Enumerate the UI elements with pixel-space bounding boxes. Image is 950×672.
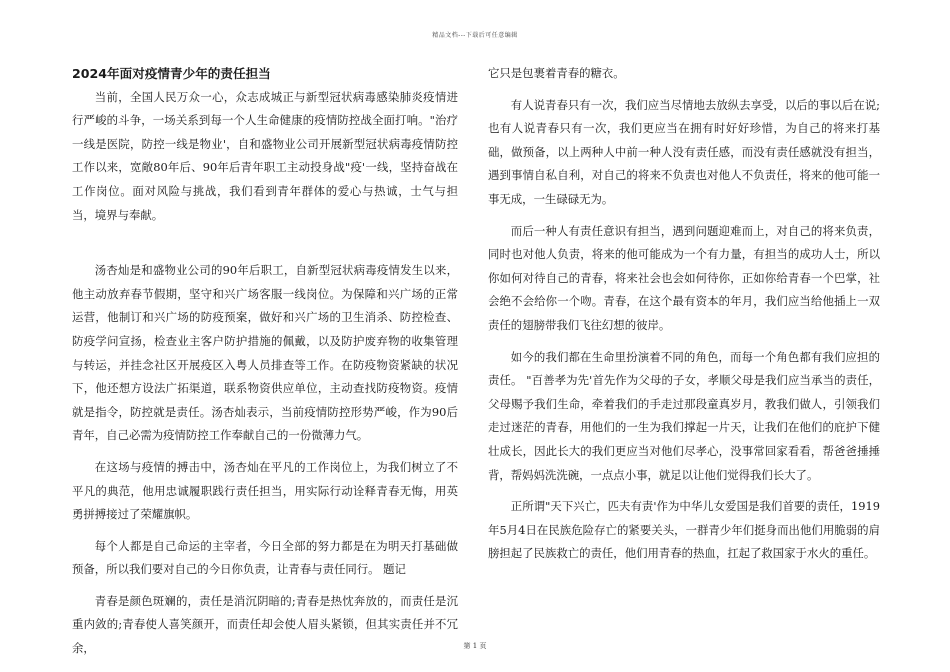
- document-title: 2024年面对疫情青少年的责任担当: [72, 66, 271, 81]
- paragraph: 汤杏灿是和盛物业公司的90年后职工，自新型冠状病毒疫情发生以来，他主动放弃春节假期，坚守和兴广场客服一线岗位。为保障和兴广场的正常运营，他制订和兴广场的防疫预案，做好和兴广场的卫生消杀、防控检查、防疫学问宣扬，检查业主客户防护措施的佩戴，以及防护废弃物的收集管理与转运，并挂念社区开展疫区入粤人员排查等工作。在防疫物资紧缺的状况下，他还想方设法广拓渠道，联系物资供应单位，主动查找防疫物资。疫情就是指令，防控就是责任。汤杏灿表示，当前疫情防控形势严峻，作为90后青年，自己必需为疫情防控工作奉献自己的一份微薄力气。: [72, 263, 458, 443]
- paragraph: 正所谓"天下兴亡，匹夫有责'作为中华儿女爱国是我们首要的责任，1919年5月4日在民族危险存亡的紧要关头，一群青少年们挺身而出他们用脆弱的肩膀担起了民族救亡的责任，他们用青春的热血，扛起了救国家于水火的重任。: [488, 499, 880, 561]
- paragraph-continuation: 它只是包裹着青春的糖衣。: [488, 66, 625, 80]
- right-column: [488, 62, 880, 574]
- paragraph: 有人说青春只有一次，我们应当尽情地去放纵去享受，以后的事以后在说;也有人说青春只有一次，我们更应当在拥有时好好珍惜，为自己的将来打基础，做预备，以上两种人中前一种人没有责任感，而没有责任感就没有担当，遇到事情自私自利，对自己的将来不负责也对他人不负责任，将来的他可能一事无成，一生碌碌无为。: [488, 97, 880, 206]
- page-number: 第 1 页: [463, 642, 487, 650]
- paragraph-gap: [72, 235, 458, 259]
- page-header: 精品文档---下载后可任意编辑: [432, 32, 518, 39]
- paragraph: 青春是颜色斑斓的，责任是消沉阴暗的;青春是热忱奔放的，而责任是沉重内敛的;青春使人喜笑颜开，而责任却会使人眉头紧锁，但其实责任并不冗余，: [72, 593, 458, 656]
- paragraph: 每个人都是自己命运的主宰者，今日全部的努力都是在为明天打基础做预备，所以我们要对自己的今日你负责，让青春与责任同行。 题记: [72, 538, 458, 577]
- paragraph: 当前，全国人民万众一心，众志成城正与新型冠状病毒感染肺炎疫情进行严峻的斗争，一场关系到每一个人生命健康的疫情防控战全面打响。"治疗一线是医院，防控一线是物业'，自和盛物业公司开展新型冠状病毒疫情防控工作以来，宽敞80年后、90年后青年职工主动投身战"疫'一线，坚持奋战在工作岗位。面对风险与挑战，我们看到青年群体的爱心与热诚，士气与担当，境界与奉献。: [72, 89, 458, 222]
- paragraph: 如今的我们都在生命里扮演着不同的角色，而每一个角色都有我们应担的责任。 "百善孝为先'首先作为父母的子女，孝顺父母是我们应当承当的责任，父母赐予我们生命，牵着我们的手走过那段童真岁月，教我们做人，引领我们走过迷茫的青春，用他们的一生为我们撑起一片天，让我们在他们的庇护下健壮成长，因此长大的我们更应当对他们尽孝心，没事常回家看看，帮爸爸捶捶背，帮妈妈洗洗碗，一点点小事，就足以让他们觉得我们长大了。: [488, 349, 880, 482]
- paragraph: 在这场与疫情的搏击中，汤杏灿在平凡的工作岗位上，为我们树立了不平凡的典范，他用忠诚履职践行责任担当，用实际行动诠释青春无悔，用英勇拼搏接过了荣耀旗帜。: [72, 459, 458, 522]
- left-column: [72, 62, 458, 669]
- paragraph: 而后一种人有责任意识有担当，遇到问题迎难而上，对自己的将来负责，同时也对他人负责，将来的他可能成为一个有力量，有担当的成功人士，所以你如何对待自己的青春，将来社会也会如何待你，正如你给青春一个巴掌，社会绝不会给你一个吻。青春，在这个最有资本的年月，我们应当给他插上一双责任的翅膀带我们飞往幻想的彼岸。: [488, 223, 880, 332]
